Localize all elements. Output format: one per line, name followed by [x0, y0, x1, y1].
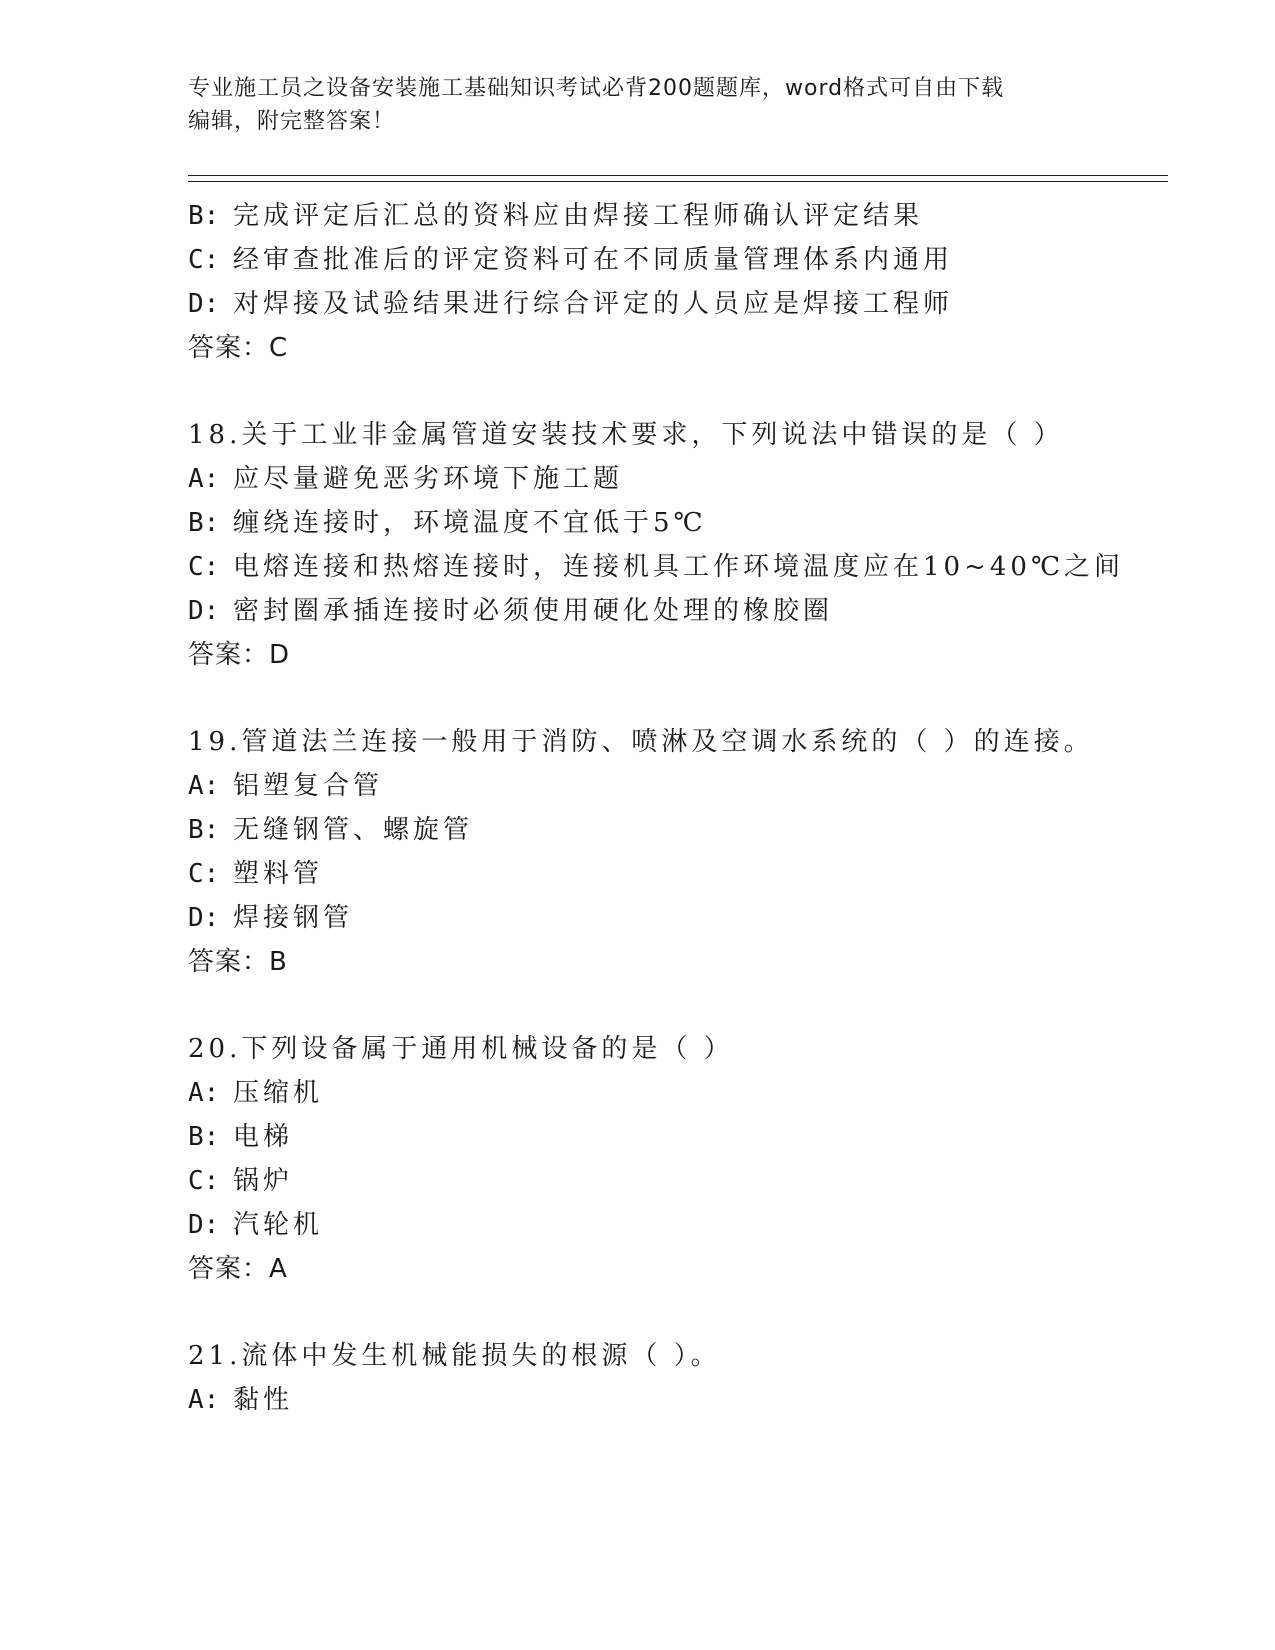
option-text: 完成评定后汇总的资料应由焊接工程师确认评定结果: [233, 201, 924, 231]
q21-question: 21.流体中发生机械能损失的根源（ ）。: [188, 1341, 721, 1371]
option-label: A:: [188, 1078, 220, 1108]
option-text: 压缩机: [233, 1078, 324, 1108]
option-text: 黏性: [233, 1385, 294, 1415]
option-label: C:: [188, 859, 220, 889]
q19-option-b: [188, 812, 473, 848]
q18-option-b: [188, 505, 707, 541]
q19-option-a: [188, 768, 383, 804]
option-label: A:: [188, 1385, 220, 1415]
header-divider-bottom: [188, 181, 1168, 182]
q20-option-b: [188, 1119, 293, 1155]
header-title-line1: 专业施工员之设备安装施工基础知识考试必背200题题库，word格式可自由下载: [188, 76, 1005, 101]
option-label: B:: [188, 1122, 220, 1152]
q20-answer: 答案：A: [188, 1254, 288, 1284]
q18-question: 18.关于工业非金属管道安装技术要求，下列说法中错误的是（ ）: [188, 420, 1064, 450]
option-text: 对焊接及试验结果进行综合评定的人员应是焊接工程师: [233, 289, 954, 319]
option-label: D:: [188, 289, 220, 319]
option-text: 电梯: [233, 1122, 294, 1152]
q17-option-b: [188, 198, 923, 234]
option-text: 应尽量避免恶劣环境下施工题: [233, 464, 624, 494]
q21-option-a: [188, 1382, 293, 1418]
q20-question: 20.下列设备属于通用机械设备的是（ ）: [188, 1034, 734, 1064]
option-label: D:: [188, 903, 220, 933]
option-text: 密封圈承插连接时必须使用硬化处理的橡胶圈: [233, 596, 834, 626]
q18-option-a: [188, 461, 623, 497]
option-label: C:: [188, 245, 220, 275]
option-text: 塑料管: [233, 859, 324, 889]
document-header: [188, 72, 1088, 138]
q20-option-c: [188, 1163, 293, 1199]
option-text: 焊接钢管: [233, 903, 354, 933]
option-text: 缠绕连接时，环境温度不宜低于5℃: [233, 508, 707, 538]
q20-option-d: [188, 1207, 323, 1243]
option-text: 汽轮机: [233, 1210, 324, 1240]
option-label: A:: [188, 464, 220, 494]
q18-option-c: [188, 549, 1124, 585]
header-divider-top: [188, 175, 1168, 176]
option-text: 电熔连接和热熔连接时，连接机具工作环境温度应在10~40℃之间: [233, 552, 1125, 582]
option-label: C:: [188, 1166, 220, 1196]
option-label: D:: [188, 1210, 220, 1240]
q19-option-c: [188, 856, 323, 892]
option-label: A:: [188, 771, 220, 801]
q20-option-a: [188, 1075, 323, 1111]
q19-question: 19.管道法兰连接一般用于消防、喷淋及空调水系统的（ ）的连接。: [188, 727, 1094, 757]
q17-answer: 答案：C: [188, 333, 289, 363]
option-label: B:: [188, 815, 220, 845]
q17-option-c: [188, 242, 953, 278]
q18-answer: 答案：D: [188, 640, 291, 670]
q17-option-d: [188, 286, 953, 322]
option-text: 无缝钢管、螺旋管: [233, 815, 474, 845]
header-title-line2: 编辑，附完整答案！: [188, 109, 396, 134]
option-text: 经审查批准后的评定资料可在不同质量管理体系内通用: [233, 245, 954, 275]
q18-option-d: [188, 593, 833, 629]
option-text: 铝塑复合管: [233, 771, 384, 801]
option-label: C:: [188, 552, 220, 582]
option-label: B:: [188, 201, 220, 231]
q19-answer: 答案：B: [188, 947, 288, 977]
option-label: D:: [188, 596, 220, 626]
option-text: 锅炉: [233, 1166, 294, 1196]
q19-option-d: [188, 900, 353, 936]
option-label: B:: [188, 508, 220, 538]
